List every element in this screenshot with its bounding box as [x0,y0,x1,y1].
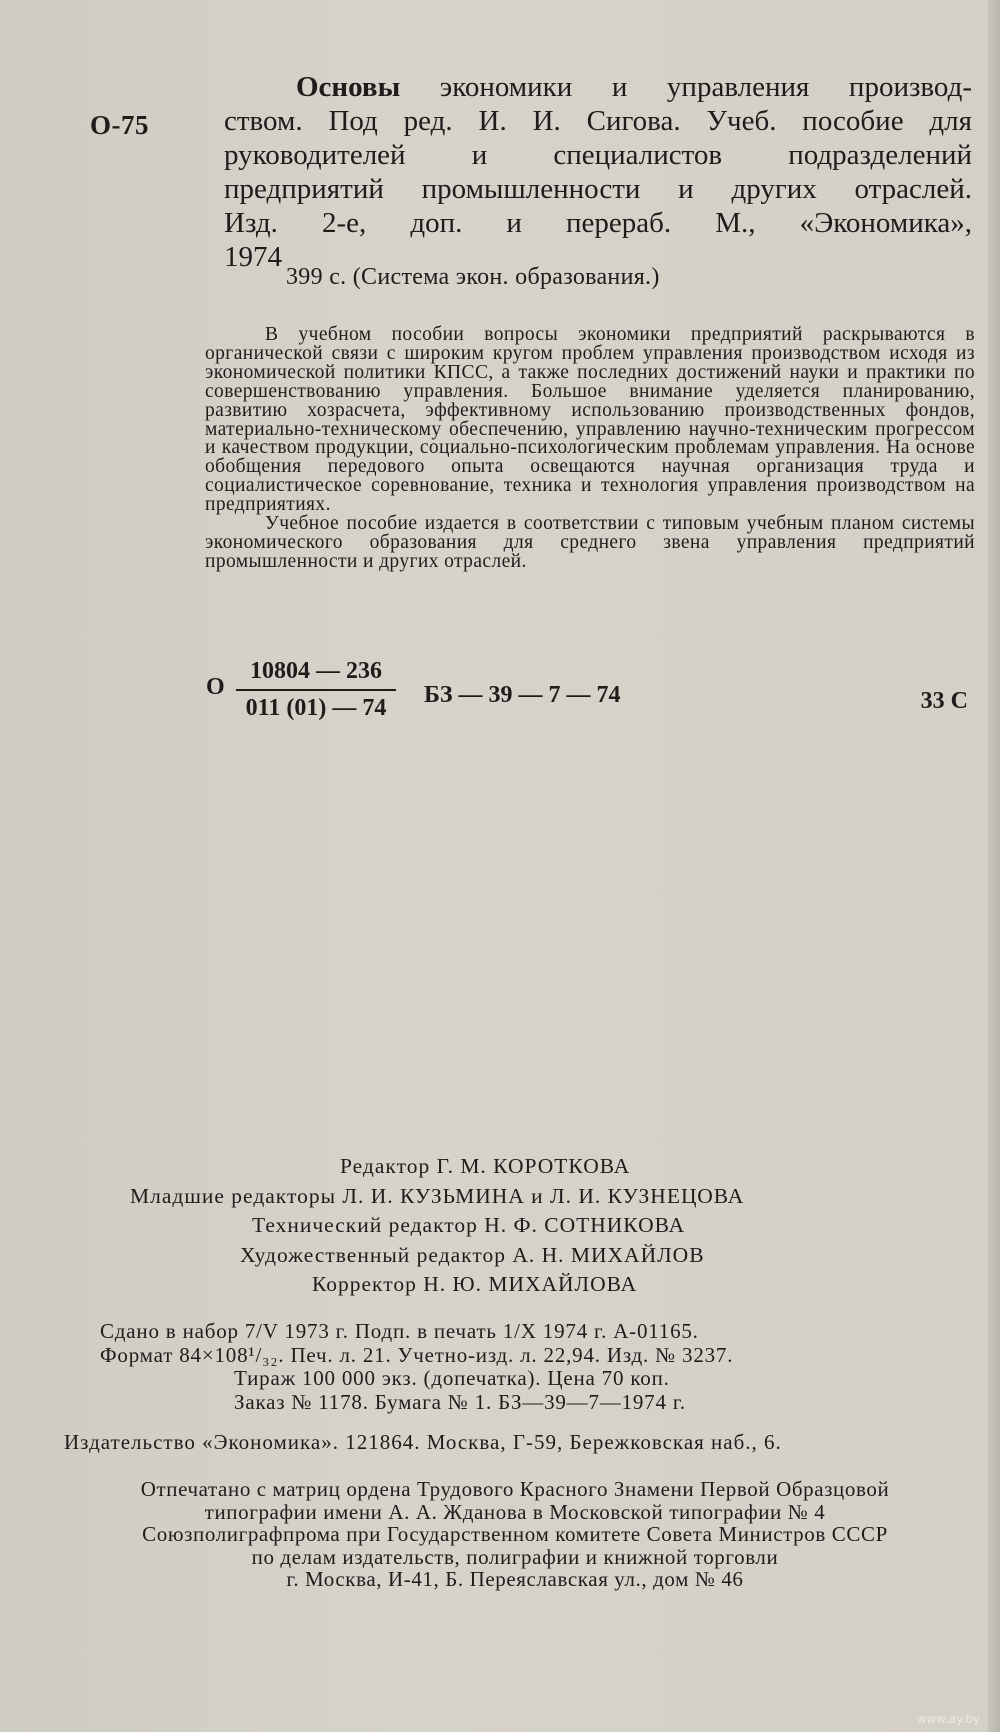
imprint-line-2: Формат 84×108¹/₃₂. Печ. л. 21. Учетно-изд. л. 22,94. Изд. № 3237. [100,1342,734,1367]
printer-line-2: типографии имени А. А. Жданова в Московской типографии № 4 [204,1499,826,1524]
bibliographic-entry [224,70,972,274]
index-letter: О [206,674,225,700]
class-code: 33 С [920,688,968,714]
index-denominator: 011 (01) — 74 [245,695,387,721]
biblio-line-2: ством. Под ред. И. И. Сигова. Учеб. пособие для [224,105,972,137]
print-imprint [100,1320,733,1414]
publisher-address: Издательство «Экономика». 121864. Москва, Г-59, Бережковская наб., 6. [64,1430,782,1454]
biblio-line-1 [224,70,972,104]
credit-proofreader: Корректор Н. Ю. МИХАЙЛОВА [312,1272,638,1296]
biblio-line-6: 1974 [224,241,282,273]
index-numerator: 10804 — 236 [236,658,396,691]
biblio-line-1-text: экономики и управления производ- [439,71,972,103]
printer-line-5: г. Москва, И-41, Б. Переяславская ул., дом № 46 [286,1567,744,1591]
printer-info [50,1478,980,1591]
editorial-credits [130,1152,910,1300]
credit-technical-editor: Технический редактор Н. Ф. СОТНИКОВА [252,1213,686,1237]
page-edge-shadow [988,0,1000,1732]
annotation-paragraph-2: Учебное пособие издается в соответствии с типовым учебным планом системы экономического образования для среднего звена управления предприятий промышленности и других отраслей. [205,513,975,572]
credit-art-editor: Художественный редактор А. Н. МИХАЙЛОВ [240,1242,705,1267]
credit-editor: Редактор Г. М. КОРОТКОВА [340,1154,631,1178]
biblio-line-4: предприятий промышленности и других отраслей. [224,173,972,205]
annotation-paragraph-1: В учебном пособии вопросы экономики предприятий раскрываются в органической связи с широким кругом проблем управления производством исходя из экономической политики КПСС, а также последних достижений науки и практики по совершенствованию управления. Большое внимание уделяется планированию, развитию хозрасчета, эффективному использованию производственных фондов, материально-техническому обеспечению, управлению научно-техническим прогрессом и качеством продукции, социально-психологическим проблемам управления. На основе обобщения передового опыта освещаются научная организация труда и социалистическое соревнование, техника и технология управления производством на предприятиях. [205,324,975,516]
imprint-line-4: Заказ № 1178. Бумага № 1. БЗ—39—7—1974 г. [234,1389,686,1414]
bbk-code: БЗ — 39 — 7 — 74 [424,682,621,708]
printer-line-4: по делам издательств, полиграфии и книжной торговли [251,1544,779,1569]
title-word: Основы [296,71,401,103]
biblio-line-5: Изд. 2-е, доп. и перераб. М., «Экономика», [224,207,972,239]
classification-index [206,658,976,728]
page-count: 399 с. (Система экон. образования.) [286,264,660,290]
printer-line-1: Отпечатано с матриц ордена Трудового Красного Знамени Первой Образцовой [140,1477,890,1501]
site-watermark: www.ay.by [916,1712,980,1726]
index-fraction [236,658,396,722]
catalog-code: О-75 [90,110,149,140]
annotation [205,326,975,572]
imprint-line-3: Тираж 100 000 экз. (допечатка). Цена 70 коп. [234,1366,670,1390]
biblio-line-3: руководителей и специалистов подразделений [224,139,972,171]
imprint-line-1: Сдано в набор 7/V 1973 г. Подп. в печать 1/X 1974 г. А-01165. [100,1319,699,1343]
credit-junior-editors: Младшие редакторы Л. И. КУЗЬМИНА и Л. И. КУЗНЕЦОВА [130,1183,745,1208]
printer-line-3: Союзполиграфпрома при Государственном комитете Совета Министров СССР [142,1522,888,1546]
